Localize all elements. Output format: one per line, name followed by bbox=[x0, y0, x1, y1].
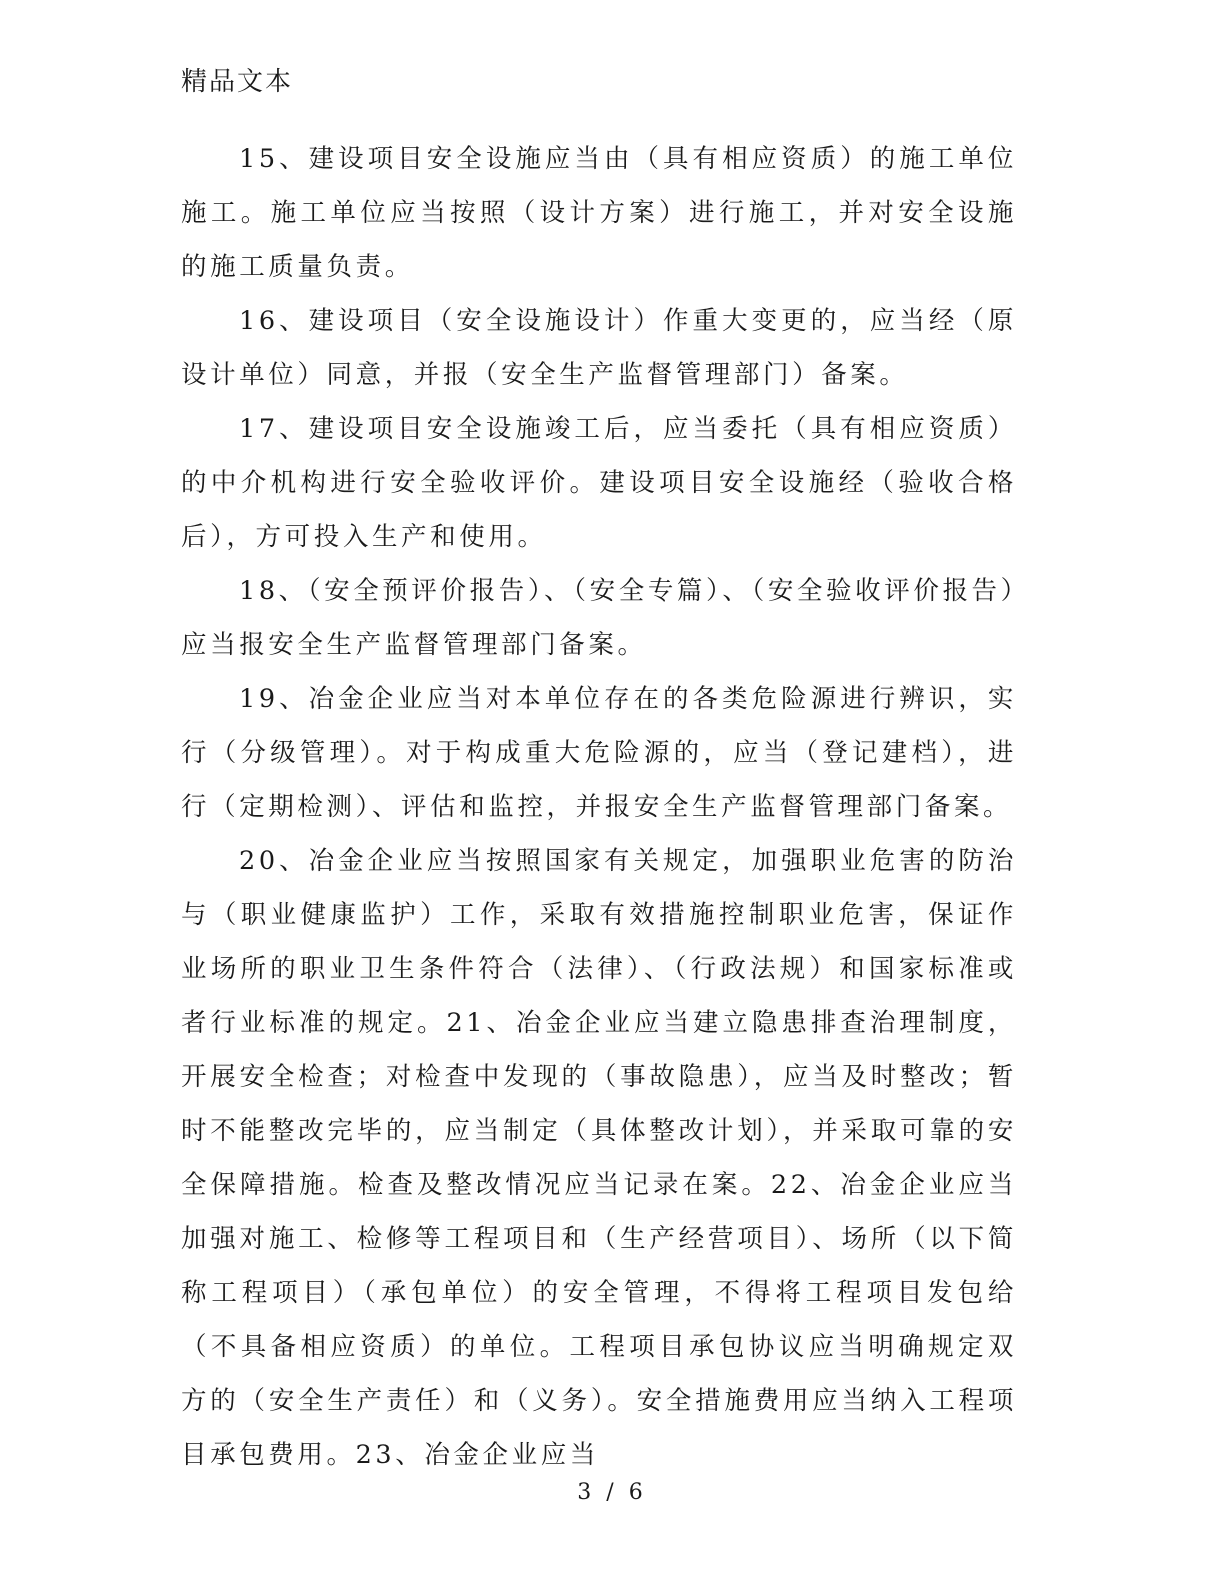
paragraph-15: 15、建设项目安全设施应当由（具有相应资质）的施工单位施工。施工单位应当按照（设计方案）进行施工，并对安全设施的施工质量负责。 bbox=[181, 144, 1017, 282]
paragraph-20-23: 20、冶金企业应当按照国家有关规定，加强职业危害的防治与（职业健康监护）工作，采取有效措施控制职业危害，保证作业场所的职业卫生条件符合（法律）、（行政法规）和国家标准或者行业标准的规定。21、冶金企业应当建立隐患排查治理制度，开展安全检查；对检查中发现的（事故隐患），应当及时整改；暂时不能整改完毕的，应当制定（具体整改计划），并采取可靠的安全保障措施。检查及整改情况应当记录在案。22、冶金企业应当加强对施工、检修等工程项目和（生产经营项目）、场所（以下简称工程项目）（承包单位）的安全管理，不得将工程项目发包给（不具备相应资质）的单位。工程项目承包协议应当明确规定双方的（安全生产责任）和（义务）。安全措施费用应当纳入工程项目承包费用。23、冶金企业应当 bbox=[181, 846, 1017, 1470]
paragraph-19: 19、冶金企业应当对本单位存在的各类危险源进行辨识，实行（分级管理）。对于构成重大危险源的，应当（登记建档），进行（定期检测）、评估和监控，并报安全生产监督管理部门备案。 bbox=[181, 684, 1017, 822]
paragraph-16: 16、建设项目（安全设施设计）作重大变更的，应当经（原设计单位）同意，并报（安全生产监督管理部门）备案。 bbox=[181, 306, 1017, 390]
document-header: 精品文本 bbox=[181, 67, 294, 97]
page-number: 3 / 6 bbox=[577, 1480, 647, 1505]
paragraph-17: 17、建设项目安全设施竣工后，应当委托（具有相应资质）的中介机构进行安全验收评价。建设项目安全设施经（验收合格后），方可投入生产和使用。 bbox=[181, 414, 1017, 552]
document-body bbox=[181, 132, 1017, 1482]
paragraph-18: 18、（安全预评价报告）、（安全专篇）、（安全验收评价报告）应当报安全生产监督管理部门备案。 bbox=[181, 576, 1017, 660]
